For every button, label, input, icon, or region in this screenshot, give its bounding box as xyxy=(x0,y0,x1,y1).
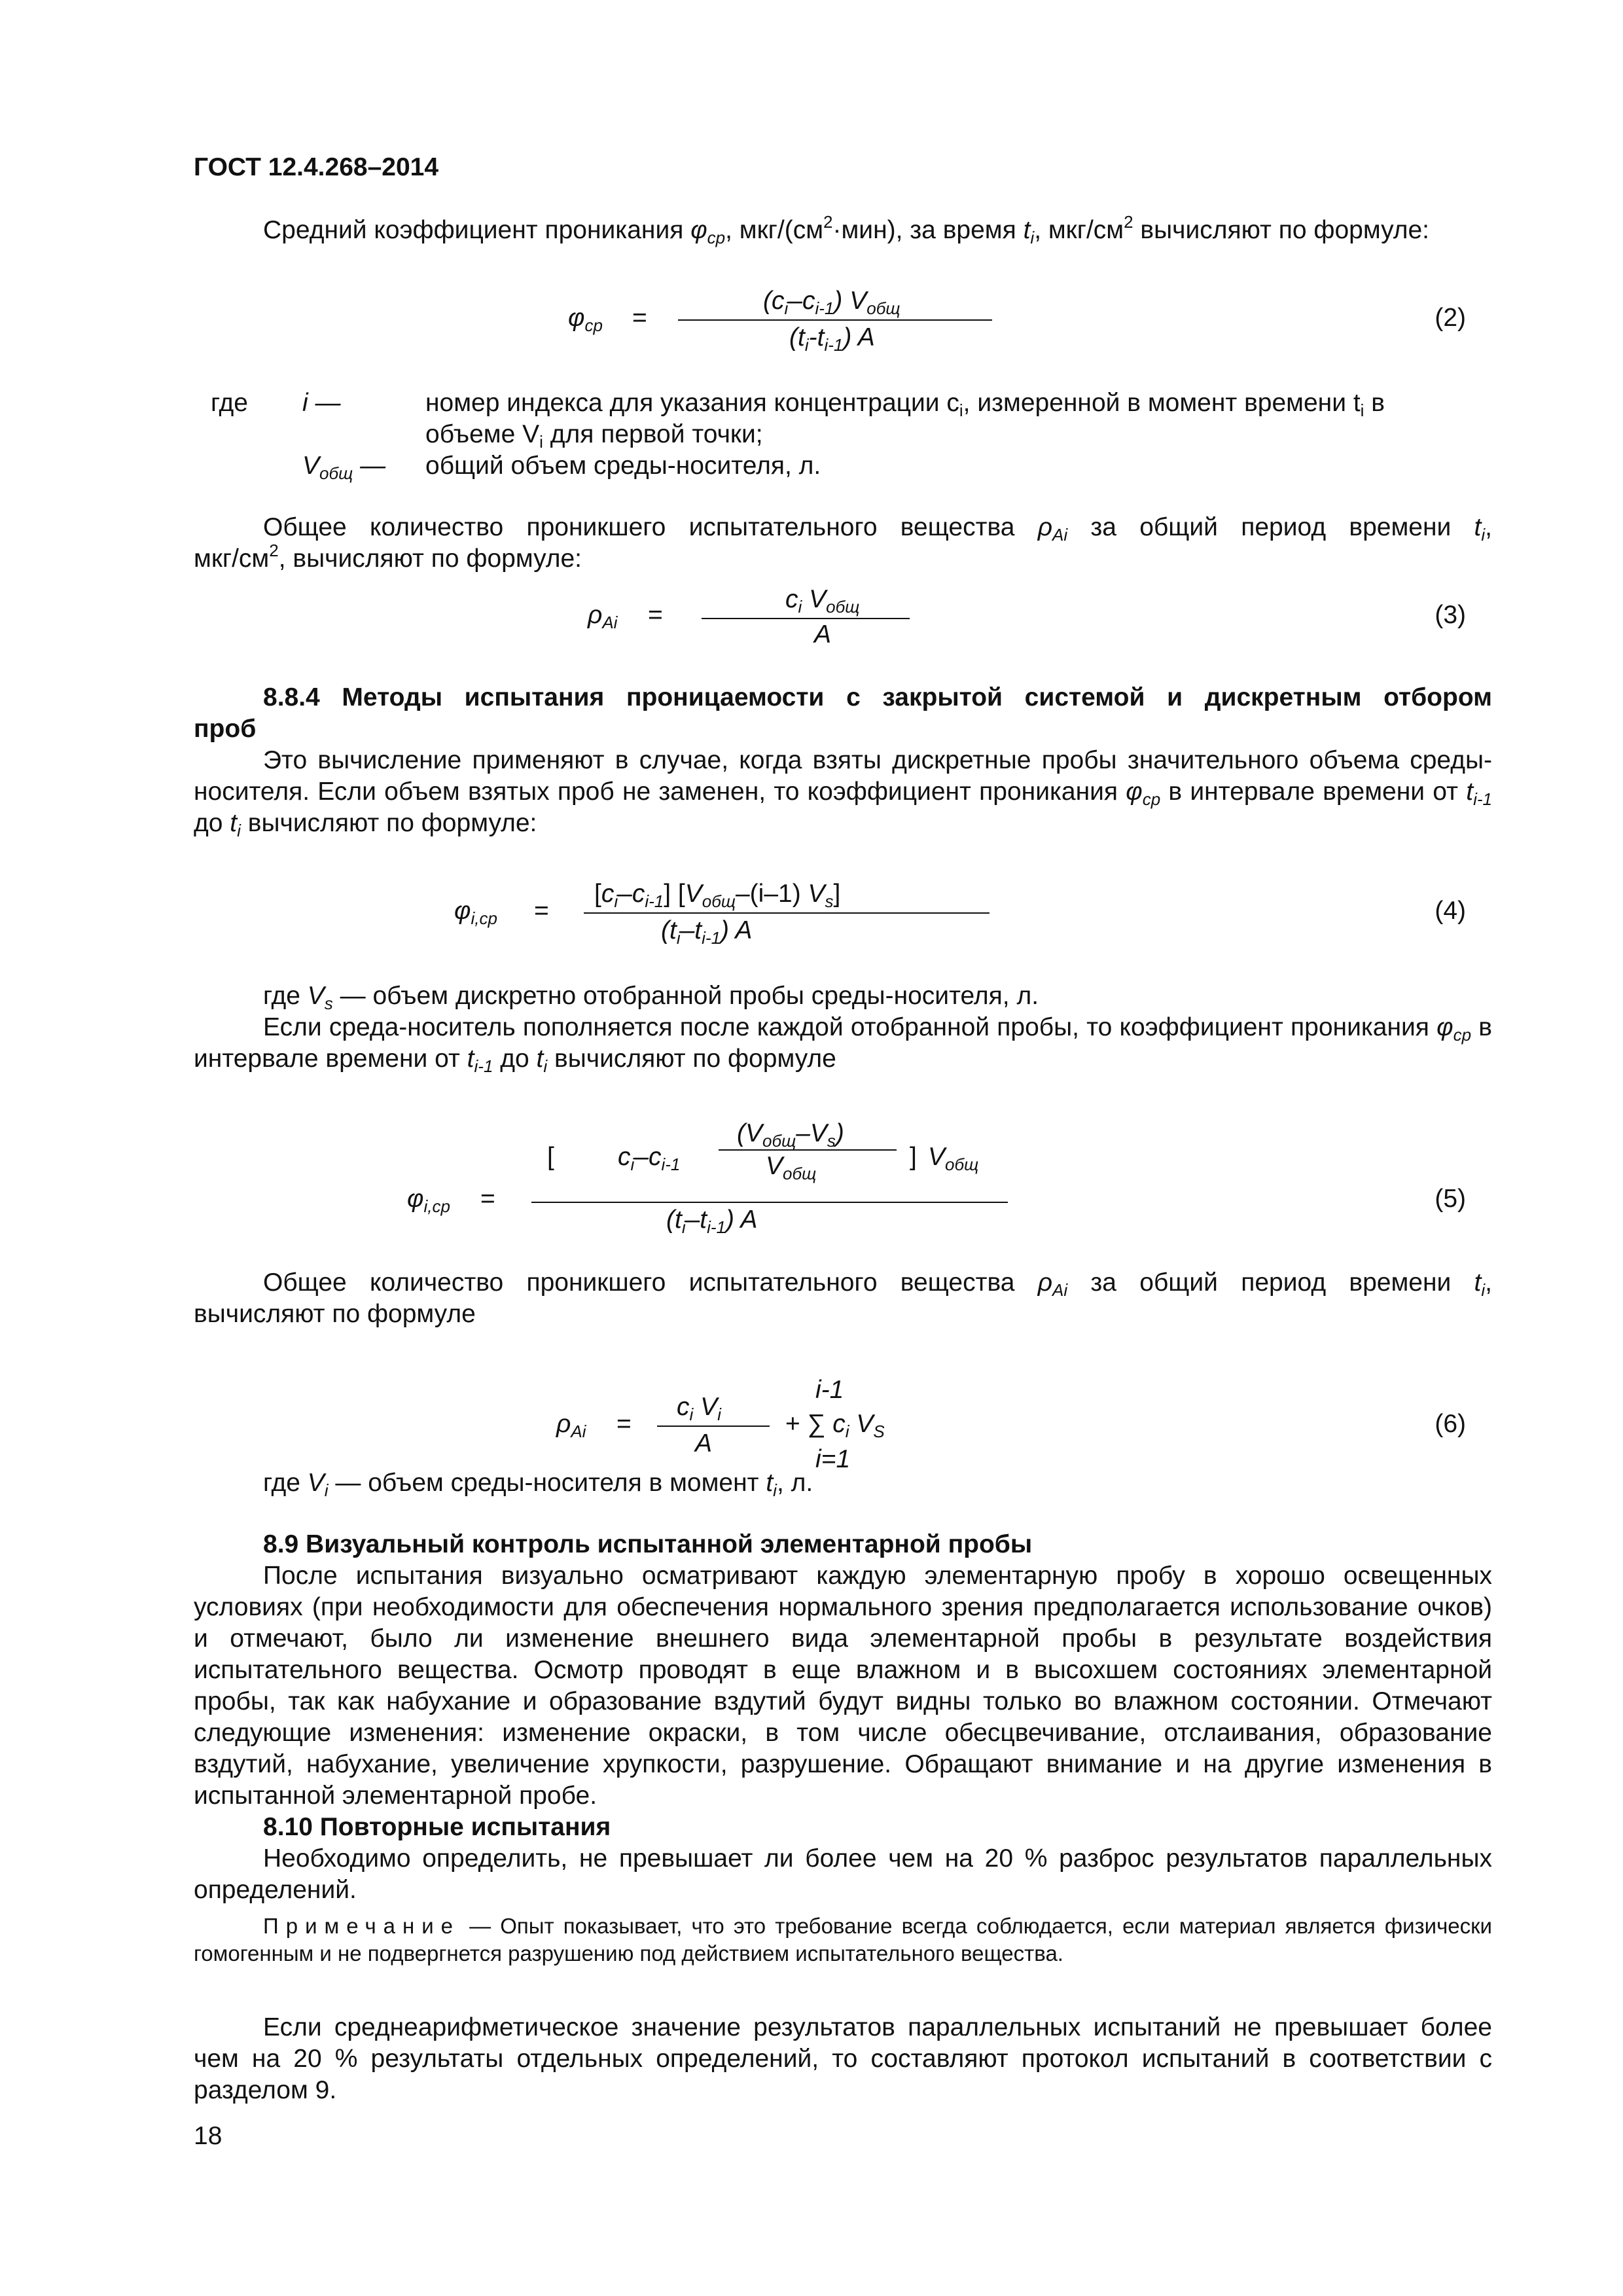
section-8-10-title: 8.10 Повторные испытания xyxy=(263,1813,611,1841)
section-8-8-4: 8.8.4 Методы испытания проницаемости с закрытой системой и дискретным отбором проб Это вычисление применяют в случае, когда взяты дискретные пробы значительного объема среды-носителя. Если объем взятых проб не заменен, то коэффициент проникания $\varphi_{ср}$ в интервале времени от $t_{i-1}$ до $t_i$ вычисляют по формуле: xyxy=(194,683,1492,840)
after-equation-6: где $V_i$ — объем среды-носителя в момент $t_i$, л. xyxy=(263,1469,813,1500)
section-8-10 xyxy=(194,1812,1492,2106)
equation-6: i-1 $c_i$ $V_i$ $\rho_{Ai}$ = A + ∑ $c_i$ $V_S$ i=1 (6) xyxy=(556,1376,1466,1473)
equation-3: $\rho_{Ai}$ = $c_i$ $V_{общ}$ A (3) xyxy=(588,585,1466,649)
equation-6-number: (6) xyxy=(1435,1410,1466,1438)
equation-2-number: (2) xyxy=(1435,304,1466,332)
section-8-10-final: Если среднеарифметическое значение результатов параллельных испытаний не превышает более чем на 20 % результаты отдельных определений, то составляют протокол испытаний в соответствии с разделом 9. xyxy=(194,2013,1492,2104)
document-header: ГОСТ 12.4.268–2014 xyxy=(194,153,439,181)
intro-paragraph: Средний коэффициент проникания $\varphi_{ср}$, мкг/$(см^2\cdot мин)$, за время $t_i$, мкг/$см^2$ вычисляют по формуле: xyxy=(263,212,1430,247)
equation-3-number: (3) xyxy=(1435,601,1466,629)
equation-4: $\varphi_{i,ср}$ = $[c_i-c_{i-1}]$ [$V_{общ}-(i-1)$ $V_s$] $(t_i-t_{i-1})$ A (4) xyxy=(454,880,1466,948)
section-8-9-title: 8.9 Визуальный контроль испытанной элементарной пробы xyxy=(263,1530,1033,1558)
section-8-9-body: После испытания визуально осматривают каждую элементарную пробу в хорошо освещенных условиях (при необходимости для обеспечения нормального зрения предполагается использование очков) и отмечают, было ли изменение внешнего вида элементарной пробы в результате воздействия испытательного вещества. Осмотр проводят в еще влажном и в высохшем состояниях элементарной пробы, так как набухание и образование вздутий будут видны только во влажном состоянии. Отмечают следующие изменения: изменение окраски, в том числе обесцвечивание, отслаивания, образование вздутий, набухание, увеличение хрупкости, разрушение. Обращают внимание и на другие изменения в испытанной элементарной пробе. xyxy=(194,1562,1492,1810)
total-paragraph-2: Общее количество проникшего испытательного вещества $\rho_{Ai}$ за общий период времени $t_i$, вычисляют по формуле xyxy=(194,1268,1493,1328)
equation-5: [ $c_i-c_{i-1}$ $(V_{общ}-V_s)$ $V_{общ}$ ] $V_{общ}$ $\varphi_{i,ср}$ = $(t_i-t_{i-1})$ A (5) xyxy=(407,1119,1466,1237)
document-page: ГОСТ 12.4.268–2014 Средний коэффициент проникания $\varphi_{ср}$, мкг/$(см^2\cdot мин)$, за время $t_i$, мкг/$см^2$ вычисляют по формуле: $\varphi_{ср}$ = $(c_i-c_{i-1})$ $V_{общ}$ $(t_i-t_{i-1})$ A (2) где i — номер индекса для указания концентрации $c_i$, измеренной в момент времени $t_i$ в объеме $V_i$ для первой точки; $V_{общ}$ — общий объем среды-носителя, л. Общее количество проникшего испытательного вещества $\rho_{Ai}$ за общий период времени $t_i$, мкг/$см^2$, вычисляют по формуле: $\rho_{Ai}$ = $c_i$ $V_{общ}$ A (3) 8.8.4 Методы испытания проницаемости с закрытой системой и дискретным отбором проб Это вычисление применяют в случае, когда взяты дискретные пробы значительного объема среды-носителя. Если объем взятых проб не заменен, то коэффициент проникания $\varphi_{ср}$ в интервале времени от $t_{i-1}$ до $t_i$ вычисляют по формуле: $\varphi_{i,ср}$ = $[c_i-c_{i-1}]$ [$V_{общ}-(i-1)$ $V_s$] $(t_i-t_{i-1})$ A (4) где $V_s$ — объем дискретно отобранной пробы среды-носителя, л. Если среда-носитель пополняется после каждой отобранной пробы, то коэффициент проникания $\varphi_{ср}$ в интервале времени от $t_{i-1}$ до $t_i$ вычисляют по формуле [ $c_i-c_{i-1}$ $(V_{общ}-V_s)$ $V_{общ}$ ] $V_{общ}$ $\varphi_{i,ср}$ = $(t_i-t_{i-1})$ A (5) Общее количество проникшего испытательного вещества $\rho_{Ai}$ за общий период времени $t_i$, вычисляют по формуле i-1 $c_i$ $V_i$ $\rho_{Ai}$ = A + ∑ $c_i$ $V_S$ i=1 (6) где $V_i$ — объем среды-носителя в момент $t_i$, л. 8.9 Визуальный контроль испытанной элементарной пробы После испытания визуально осматривают каждую элементарную пробу в хорошо освещенных условиях (при необходимости для обеспечения нормального зрения предполагается использование очков) и отмечают, было ли изменение внешнего вида элементарной пробы в результате воздействия испытательного вещества. Осмотр проводят в еще влажном и в высохшем состояниях элементарной пробы, так как набухание и образование вздутий будут видны только во влажном состоянии. Отмечают следующие изменения: изменение окраски, в том числе обесцвечивание, отслаивания, образование вздутий, набухание, увеличение хрупкости, разрушение. Обращают внимание и на другие изменения в испытанной элементарной пробе. 8.10 Повторные испытания Необходимо определить, не превышает ли более чем на 20 % разброс результатов параллельных определений. Примечание — Опыт показывает, что это требование всегда соблюдается, если материал является физически гомогенным и не подвергнется разрушению под действием испытательного вещества. Если среднеарифметическое значение результатов параллельных испытаний не превышает более чем на 20 % результаты отдельных определений, то составляют протокол испытаний в соответствии с разделом 9. 18 xyxy=(0,0,1623,2296)
after-equation-4: где $V_s$ — объем дискретно отобранной пробы среды-носителя, л. Если среда-носитель пополняется после каждой отобранной пробы, то коэффициент проникания $\varphi_{ср}$ в интервале времени от $t_{i-1}$ до $t_i$ вычисляют по формуле xyxy=(194,982,1493,1076)
equation-2: $\varphi_{ср}$ = $(c_i-c_{i-1})$ $V_{общ}$ $(t_i-t_{i-1})$ A (2) xyxy=(568,287,1466,355)
total-paragraph-1: Общее количество проникшего испытательного вещества $\rho_{Ai}$ за общий период времени $t_i$, мкг/$см^2$, вычисляют по формуле: xyxy=(194,513,1493,573)
equation-5-number: (5) xyxy=(1435,1185,1466,1213)
page-number: 18 xyxy=(194,2122,223,2150)
section-8-10-note: Примечание — Опыт показывает, что это требование всегда соблюдается, если материал является физически гомогенным и не подвергнется разрушению под действием испытательного вещества. xyxy=(194,1914,1492,1965)
section-8-8-4-title: 8.8.4 Методы испытания проницаемости с закрытой системой и дискретным отбором xyxy=(263,683,1492,711)
section-8-10-body: Необходимо определить, не превышает ли более чем на 20 % разброс результатов параллельных определений. xyxy=(194,1844,1492,1904)
section-8-9 xyxy=(194,1529,1492,1812)
equation-4-number: (4) xyxy=(1435,897,1466,925)
